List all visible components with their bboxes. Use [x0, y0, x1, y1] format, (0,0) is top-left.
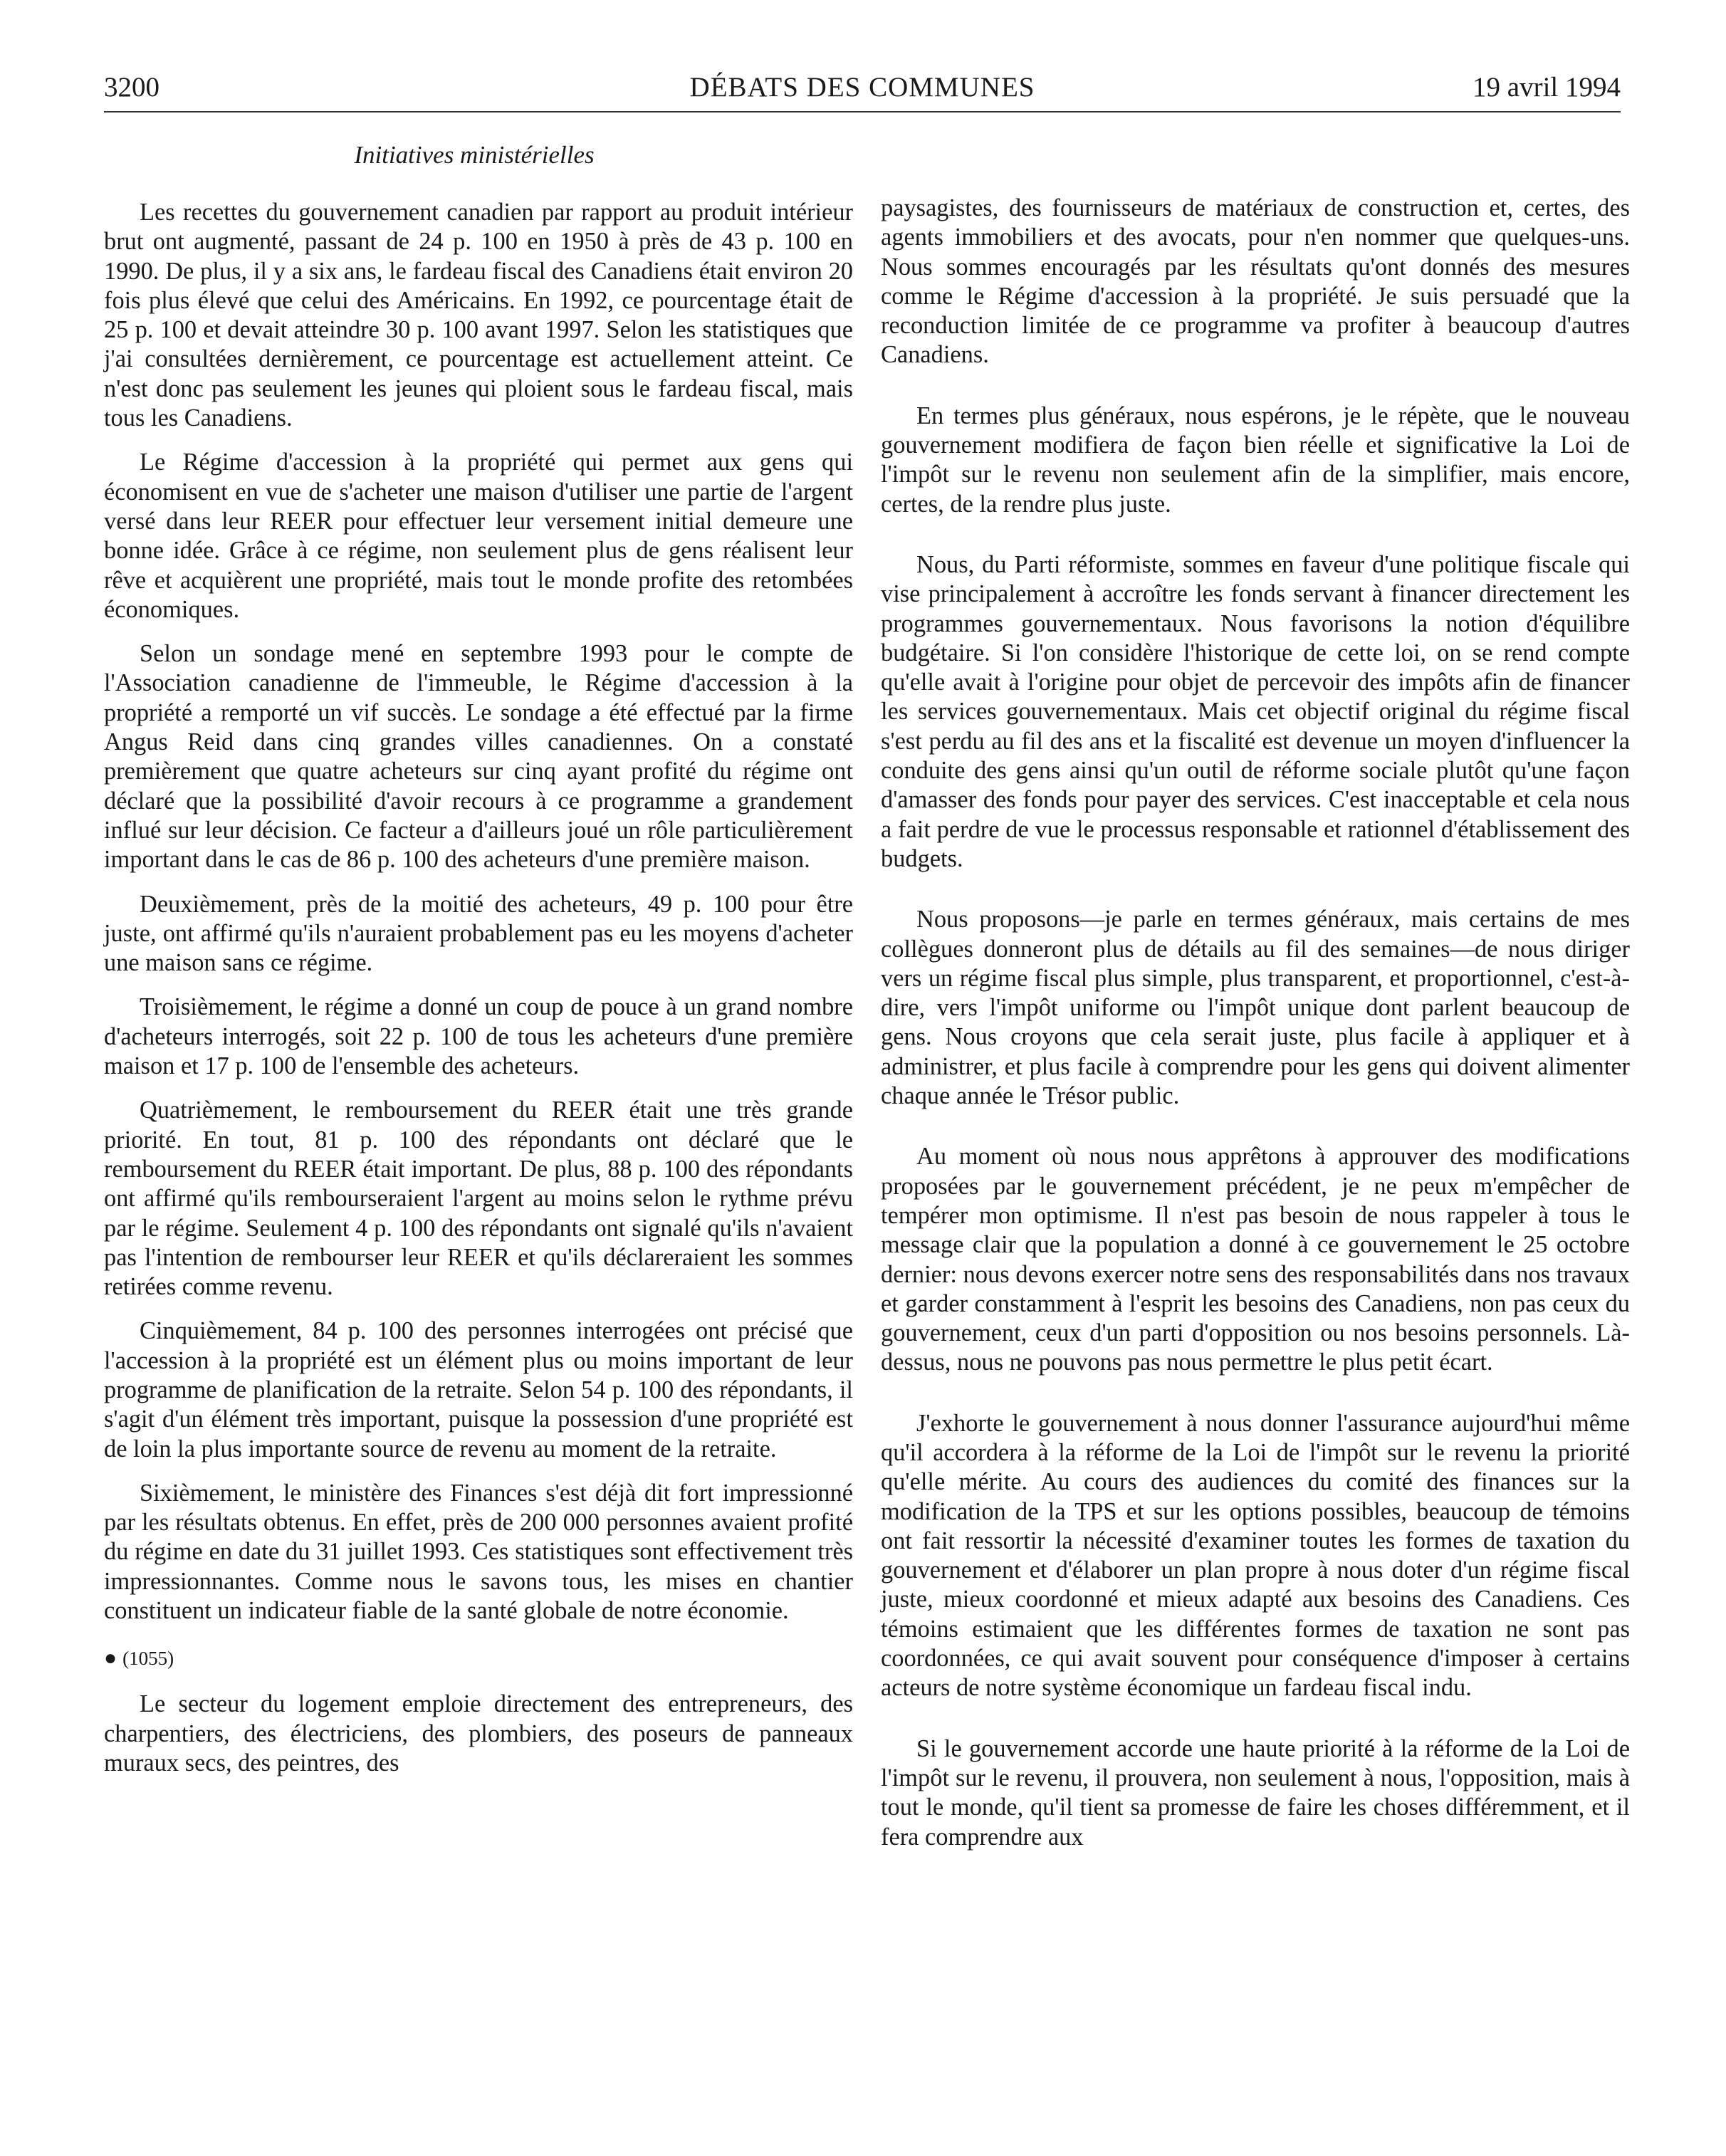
paragraph: Si le gouvernement accorde une haute priorité à la réforme de la Loi de l'impôt sur le revenu, il prouvera, non seulement à nous, l'opposition, mais à tout le monde, qu'il tient sa promesse de faire les choses différemment, et il fera comprendre aux: [881, 1734, 1630, 1851]
publication-title: DÉBATS DES COMMUNES: [689, 72, 1035, 103]
left-column: [104, 198, 853, 1793]
right-column: [881, 194, 1630, 1883]
paragraph: Nous, du Parti réformiste, sommes en faveur d'une politique fiscale qui vise principalement à accroître les fonds servant à financer directement les programmes gouvernementaux. Nous favorisons la notion d'équilibre budgétaire. Si l'on considère l'historique de cette loi, on se rend compte qu'elle avait à l'origine pour objet de percevoir des impôts afin de financer les services gouvernementaux. Mais cet objectif original du régime fiscal s'est perdu au fil des ans et la fiscalité est devenue un moyen d'influencer la conduite des gens ainsi qu'un outil de réforme sociale plutôt qu'une façon d'amasser des fonds pour payer des services. C'est inacceptable et cela nous a fait perdre de vue le processus responsable et rationnel d'établissement des budgets.: [881, 550, 1630, 872]
publication-date: 19 avril 1994: [1473, 72, 1621, 103]
time-marker: [104, 1647, 853, 1670]
paragraph: Le secteur du logement emploie directement des entrepreneurs, des charpentiers, des électriciens, des plombiers, des poseurs de panneaux muraux secs, des peintres, des: [104, 1690, 853, 1776]
page-number: 3200: [104, 72, 159, 103]
bullet-icon: ●: [104, 1646, 117, 1670]
paragraph: Deuxièmement, près de la moitié des acheteurs, 49 p. 100 pour être juste, ont affirmé qu'ils n'auraient probablement pas eu les moyens d'acheter une maison sans ce régime.: [104, 890, 853, 977]
paragraph: Quatrièmement, le remboursement du REER était une très grande priorité. En tout, 81 p. 100 des répondants ont déclaré que le remboursement du REER était important. De plus, 88 p. 100 des répondants ont affirmé qu'ils rembourseraient l'argent au moins selon le rythme prévu par le régime. Seulement 4 p. 100 des répondants ont signalé qu'ils n'avaient pas l'intention de rembourser leur REER et qu'ils déclareraient les sommes retirées comme revenu.: [104, 1097, 853, 1301]
paragraph: Au moment où nous nous apprêtons à approuver des modifications proposées par le gouvernement précédent, je ne peux m'empêcher de tempérer mon optimisme. Il n'est pas besoin de nous rappeler à tous le message clair que la population a donné à ce gouvernement le 25 octobre dernier: nous devons exercer notre sens des responsabilités dans nos travaux et garder constamment à l'esprit les besoins des Canadiens, non pas ceux du gouvernement, ceux d'un parti d'opposition ou nos besoins personnels. Là-dessus, nous ne pouvons pas nous permettre le plus petit écart.: [881, 1143, 1630, 1376]
paragraph-continuation: paysagistes, des fournisseurs de matériaux de construction et, certes, des agents immobiliers et des avocats, pour n'en nommer que quelques-uns. Nous sommes encouragés par les résultats qu'ont donnés des mesures comme le Régime d'accession à la propriété. Je suis persuadé que la reconduction limitée de ce programme va profiter à beaucoup d'autres Canadiens.: [881, 194, 1630, 369]
paragraph: Cinquièmement, 84 p. 100 des personnes interrogées ont précisé que l'accession à la propriété est un élément plus ou moins important de leur programme de planification de la retraite. Selon 54 p. 100 des répondants, il s'agit d'un élément très important, puisque la possession d'une propriété est de loin la plus importante source de revenu au moment de la retraite.: [104, 1317, 853, 1462]
time-marker-label: (1055): [122, 1648, 174, 1670]
page-header: [104, 67, 1621, 112]
paragraph: Nous proposons—je parle en termes généraux, mais certains de mes collègues donneront plus de détails au fil des semaines—de nous diriger vers un régime fiscal plus simple, plus transparent, et proportionnel, c'est-à-dire, vers l'impôt uniforme ou l'impôt unique dont parlent beaucoup de gens. Nous croyons que cela serait juste, plus facile à appliquer et à administrer, et plus facile à comprendre pour les gens qui doivent alimenter chaque année le Trésor public.: [881, 906, 1630, 1110]
paragraph: J'exhorte le gouvernement à nous donner l'assurance aujourd'hui même qu'il accordera à la réforme de la Loi de l'impôt sur le revenu la priorité qu'elle mérite. Au cours des audiences du comité des finances sur la modification de la TPS et sur les options possibles, beaucoup de témoins ont fait ressortir la nécessité d'examiner toutes les formes de taxation du gouvernement et d'élaborer un plan propre à nous doter d'un régime fiscal juste, mieux coordonné et mieux adapté aux besoins des Canadiens. Ces témoins estimaient que les différentes formes de taxation ne sont pas coordonnées, ce qui avait souvent pour conséquence d'imposer à certains acteurs de notre système économique un fardeau fiscal indu.: [881, 1409, 1630, 1702]
paragraph: Sixièmement, le ministère des Finances s'est déjà dit fort impressionné par les résultats obtenus. En effet, près de 200 000 personnes avaient profité du régime en date du 31 juillet 1993. Ces statistiques sont effectivement très impressionnantes. Comme nous le savons tous, les mises en chantier constituent un indicateur fiable de la santé globale de notre économie.: [104, 1479, 853, 1625]
paragraph: Le Régime d'accession à la propriété qui permet aux gens qui économisent en vue de s'acheter une maison d'utiliser une partie de l'argent versé dans leur REER pour effectuer leur versement initial demeure une bonne idée. Grâce à ce régime, non seulement plus de gens réalisent leur rêve et acquièrent une propriété, mais tout le monde profite des retombées économiques.: [104, 449, 853, 623]
paragraph: En termes plus généraux, nous espérons, je le répète, que le nouveau gouvernement modifiera de façon bien réelle et significative la Loi de l'impôt sur le revenu non seulement afin de la simplifier, mais encore, certes, de la rendre plus juste.: [881, 402, 1630, 518]
paragraph: Selon un sondage mené en septembre 1993 pour le compte de l'Association canadienne de l'immeuble, le Régime d'accession à la propriété a remporté un vif succès. Le sondage a été effectué par la firme Angus Reid dans cinq grandes villes canadiennes. On a constaté premièrement que quatre acheteurs sur cinq ayant profité du régime ont déclaré que la possibilité d'avoir recours à ce programme a grandement influé sur leur décision. Ce facteur a d'ailleurs joué un rôle particulièrement important dans le cas de 86 p. 100 des acheteurs d'une première maison.: [104, 640, 853, 874]
paragraph: Troisièmement, le régime a donné un coup de pouce à un grand nombre d'acheteurs interrogés, soit 22 p. 100 de tous les acheteurs d'une première maison et 17 p. 100 de l'ensemble des acheteurs.: [104, 993, 853, 1080]
section-title: Initiatives ministérielles: [354, 141, 595, 169]
paragraph: Les recettes du gouvernement canadien par rapport au produit intérieur brut ont augmenté, passant de 24 p. 100 en 1950 à près de 43 p. 100 en 1990. De plus, il y a six ans, le fardeau fiscal des Canadiens était environ 20 fois plus élevé que celui des Américains. En 1992, ce pourcentage était de 25 p. 100 et devait atteindre 30 p. 100 avant 1997. Selon les statistiques que j'ai consultées dernièrement, ce pourcentage est actuellement atteint. Ce n'est donc pas seulement les jeunes qui ploient sous le fardeau fiscal, mais tous les Canadiens.: [104, 199, 853, 432]
